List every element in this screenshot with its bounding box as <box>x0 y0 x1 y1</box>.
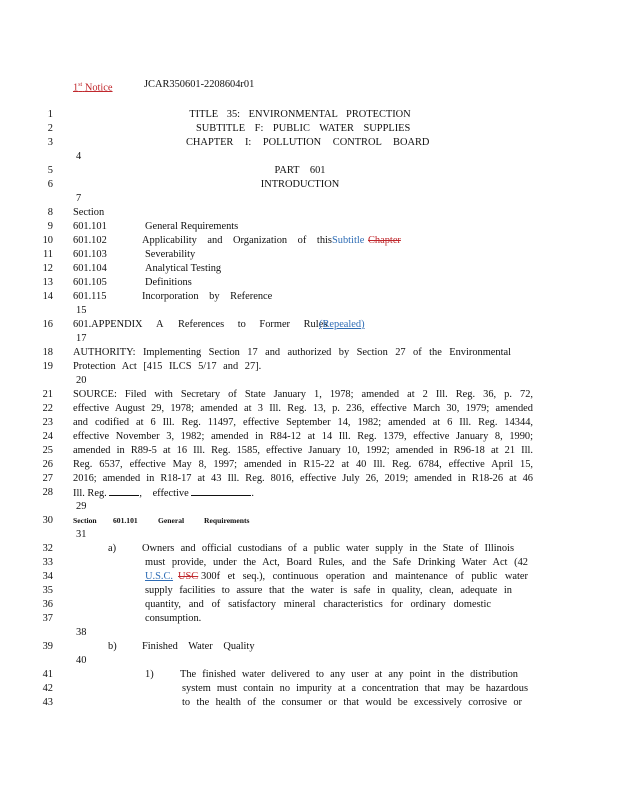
source-text: effective August 29, 1978; amended at 3 Ill. Reg. 13, p. 236, effective March 30, 1979; amended <box>73 403 533 414</box>
line-number: 38 <box>76 627 87 638</box>
deleted-text: Chapter <box>368 235 401 246</box>
line-number: 22 <box>42 403 53 414</box>
paragraph-marker: b) <box>108 641 117 652</box>
line-number: 4 <box>76 151 82 162</box>
source-text: 2016; amended in R18-17 at 43 Ill. Reg. 8016, effective July 26, 2019; amended in R18-26 at 46 <box>73 473 533 484</box>
source-text: and codified at 6 Ill. Reg. 11497, effective September 14, 1982; amended at 6 Ill. Reg. 14344, <box>73 417 533 428</box>
section-heading-label: Section <box>73 516 97 525</box>
toc-section-name: Severability <box>145 249 196 260</box>
line-number: 26 <box>42 459 53 470</box>
line-number: 24 <box>42 431 53 442</box>
line-number: 32 <box>42 543 53 554</box>
authority-text: Protection Act [415 ILCS 5/17 and 27]. <box>73 361 262 372</box>
chapter-line: CHAPTER I: POLLUTION CONTROL BOARD <box>186 137 430 148</box>
toc-section-name: Definitions <box>145 277 192 288</box>
toc-entry <box>0 248 618 262</box>
paragraph-text: The finished water delivered to any user at any point in the distribution <box>180 669 518 680</box>
blank-field <box>109 486 139 496</box>
line-number: 9 <box>47 221 53 232</box>
line-number: 8 <box>47 207 53 218</box>
toc-appendix <box>0 318 618 332</box>
paragraph-text: to the health of the consumer or that would be excessively corrosive or <box>182 697 522 708</box>
title-line: TITLE 35: ENVIRONMENTAL PROTECTION <box>189 109 411 120</box>
line-number: 36 <box>42 599 53 610</box>
blank-field <box>191 486 251 496</box>
line-number: 20 <box>76 375 87 386</box>
source-text: SOURCE: Filed with Secretary of State January 1, 1978; amended at 2 Ill. Reg. 36, p. 72, <box>73 389 533 400</box>
line-number: 19 <box>42 361 53 372</box>
line-number: 5 <box>47 165 53 176</box>
source-text: Ill. Reg. <box>73 488 107 499</box>
toc-entry <box>0 220 618 234</box>
toc-heading: Section <box>73 207 105 218</box>
document-id: JCAR350601-2208604r01 <box>144 79 255 90</box>
paragraph-marker: 1) <box>145 669 154 680</box>
line-number: 37 <box>42 613 53 624</box>
toc-section-name: General Requirements <box>145 221 239 232</box>
paragraph-text: Owners and official custodians of a public water supply in the State of Illinois <box>142 543 514 554</box>
subtitle-line: SUBTITLE F: PUBLIC WATER SUPPLIES <box>196 123 411 134</box>
paragraph-text: quantity, and of satisfactory mineral characteristics for ordinary domestic <box>145 599 491 610</box>
toc-appendix-letter: A <box>156 319 164 330</box>
line-number: 14 <box>42 291 53 302</box>
paragraph-heading: Finished Water Quality <box>142 641 255 652</box>
toc-section-number: 601.104 <box>73 263 107 274</box>
toc-appendix-number: 601.APPENDIX <box>73 319 143 330</box>
toc-section-number: 601.105 <box>73 277 107 288</box>
line-number: 1 <box>47 109 53 120</box>
line-number: 15 <box>76 305 87 316</box>
line-number: 41 <box>42 669 53 680</box>
toc-entry <box>0 262 618 276</box>
section-heading <box>0 514 618 528</box>
paragraph-marker: a) <box>108 543 117 554</box>
part-number: PART 601 <box>274 165 326 176</box>
toc-section-number: 601.101 <box>73 221 107 232</box>
source-text: , effective <box>139 488 189 499</box>
paragraph-text: 300f et seq.), continuous operation and maintenance of public water <box>201 571 528 582</box>
notice-header <box>0 78 618 92</box>
line-number: 7 <box>76 193 82 204</box>
toc-section-name: Incorporation by Reference <box>142 291 273 302</box>
toc-section-name: Analytical Testing <box>145 263 222 274</box>
line-number: 2 <box>47 123 53 134</box>
line-number: 31 <box>76 529 87 540</box>
line-number: 18 <box>42 347 53 358</box>
line-number: 27 <box>42 473 53 484</box>
line-number: 34 <box>42 571 53 582</box>
inserted-text: Subtitle <box>332 235 365 246</box>
paragraph-text: consumption. <box>145 613 202 624</box>
line-number: 43 <box>42 697 53 708</box>
line-number: 16 <box>42 319 53 330</box>
authority-text: AUTHORITY: Implementing Section 17 and authorized by Section 27 of the Environmental <box>73 347 511 358</box>
deleted-text: USC <box>178 571 199 582</box>
toc-entry <box>0 276 618 290</box>
paragraph-text: must provide, under the Act, Board Rules, and the Safe Drinking Water Act (42 <box>145 557 528 568</box>
source-text: effective November 3, 1982; amended in R84-12 at 14 Ill. Reg. 1379, effective January 8, 1990; <box>73 431 533 442</box>
line-number: 23 <box>42 417 53 428</box>
line-number: 42 <box>42 683 53 694</box>
toc-section-number: 601.103 <box>73 249 107 260</box>
toc-appendix-name: References to Former Rules <box>178 319 328 330</box>
inserted-text: (Repealed) <box>319 319 365 330</box>
line-number: 17 <box>76 333 87 344</box>
line-number: 21 <box>42 389 53 400</box>
line-number: 30 <box>42 515 53 526</box>
line-number: 12 <box>42 263 53 274</box>
source-text: Reg. 6537, effective May 8, 1997; amended in R15-22 at 40 Ill. Reg. 6784, effective April 15, <box>73 459 533 470</box>
line-number: 10 <box>42 235 53 246</box>
toc-entry <box>0 290 618 304</box>
toc-section-number: 601.102 <box>73 235 107 246</box>
section-heading-number: 601.101 <box>113 516 138 525</box>
line-number: 28 <box>42 487 53 498</box>
line-number: 29 <box>76 501 87 512</box>
line-number: 13 <box>42 277 53 288</box>
notice-label: 1st Notice <box>73 82 113 94</box>
paragraph-text: system must contain no impurity at a concentration that may be hazardous <box>182 683 528 694</box>
section-heading-name: General Requirements <box>158 516 250 525</box>
line-number: 25 <box>42 445 53 456</box>
line-number: 39 <box>42 641 53 652</box>
line-number: 35 <box>42 585 53 596</box>
inserted-text: U.S.C. <box>145 571 174 582</box>
line-number: 3 <box>47 137 53 148</box>
toc-section-name: Applicability and Organization of this <box>142 235 332 246</box>
paragraph-text: supply facilities to assure that the water is safe in quality, clean, adequate in <box>145 585 512 596</box>
source-text: . <box>251 488 254 499</box>
source-last-line <box>0 486 618 500</box>
part-name: INTRODUCTION <box>260 179 340 190</box>
toc-section-number: 601.115 <box>73 291 107 302</box>
line-number: 11 <box>42 249 53 260</box>
line-number: 40 <box>76 655 87 666</box>
source-text: amended in R89-5 at 16 Ill. Reg. 1585, effective January 10, 1992; amended in R96-18 at 21 Ill. <box>73 445 533 456</box>
line-number: 6 <box>47 179 53 190</box>
toc-entry <box>0 234 618 248</box>
line-number: 33 <box>42 557 53 568</box>
